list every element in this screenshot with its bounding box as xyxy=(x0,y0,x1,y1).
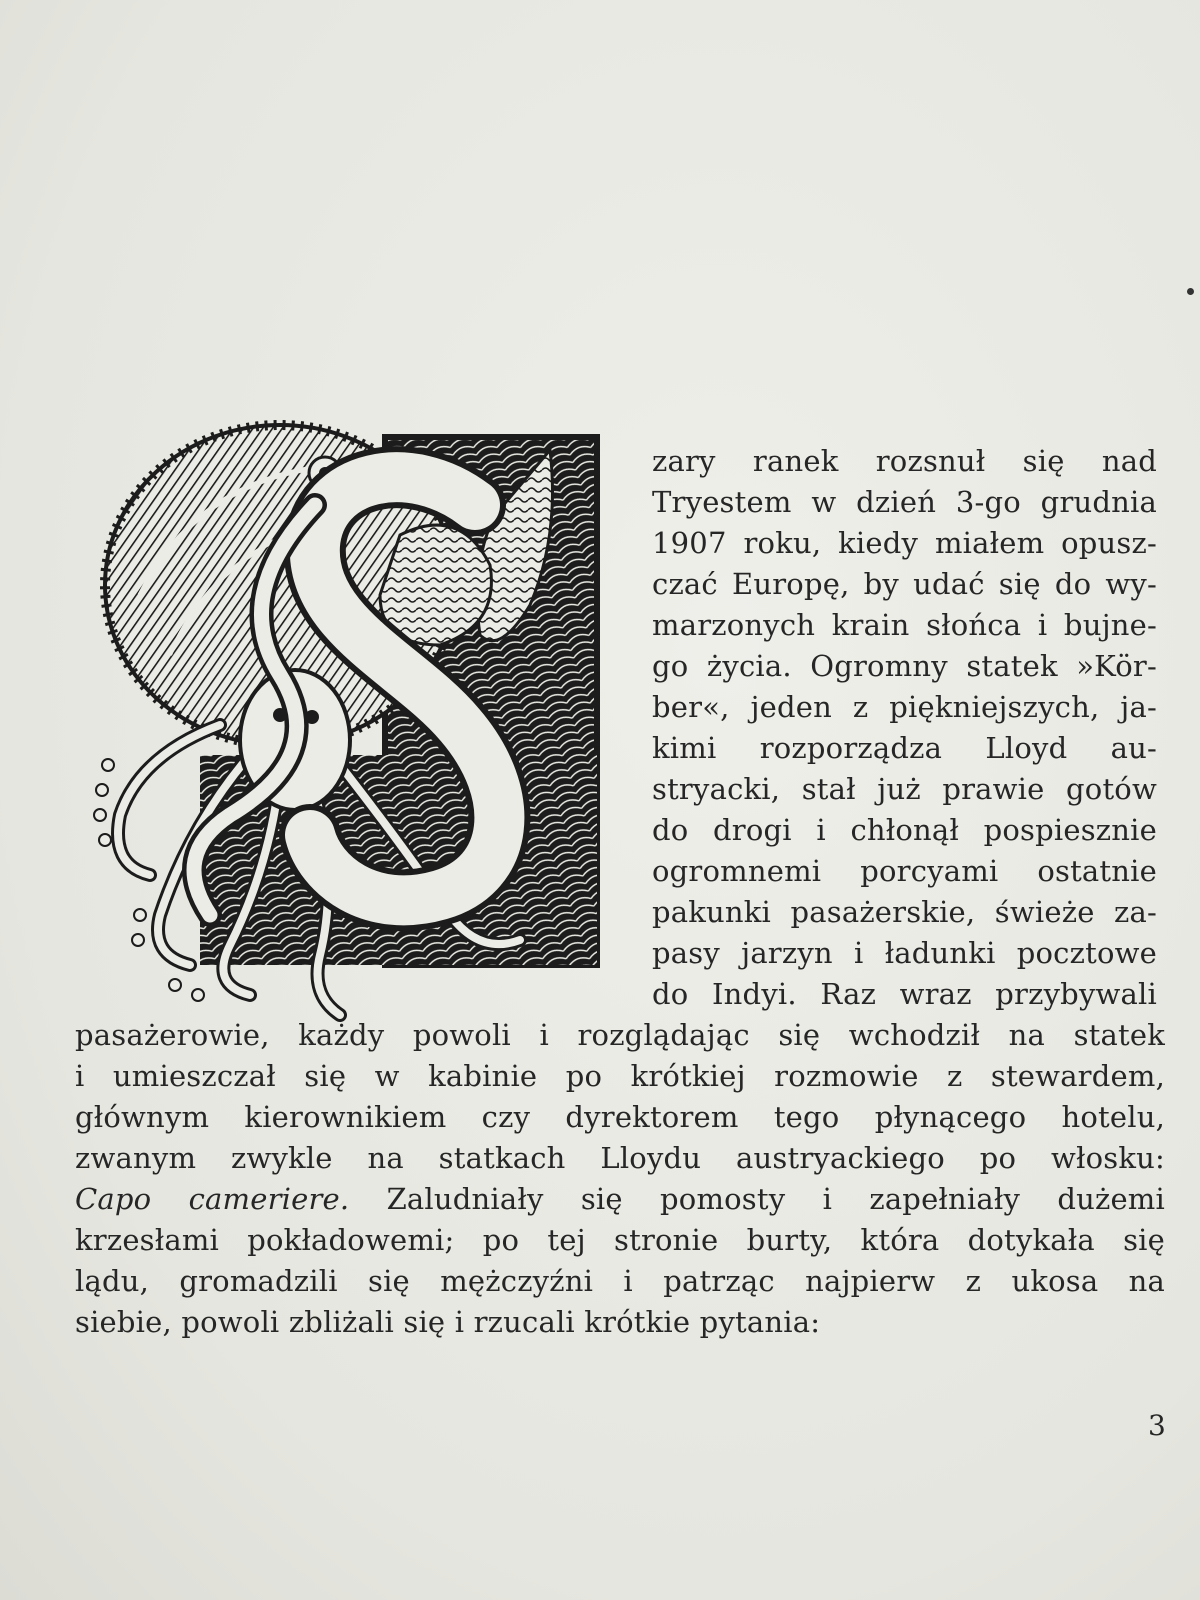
text-line-19 xyxy=(75,1178,1165,1220)
text-line-14: do Indyi. Raz wraz przybywali xyxy=(652,977,1157,1011)
italic-line-rest: Zaludniały się pomosty i zapełniały dużemi xyxy=(349,1182,1165,1216)
text-line-20: krzesłami pokładowemi; po tej stronie burty, która dotykała się xyxy=(75,1223,1165,1257)
text-line-9: stryacki, stał już prawie gotów xyxy=(652,772,1157,806)
text-line-7: ber«, jeden z piękniejszych, ja- xyxy=(652,690,1157,724)
text-line-3: 1907 roku, kiedy miałem opusz- xyxy=(652,526,1157,560)
text-line-16: i umieszczał się w kabinie po krótkiej rozmowie z stewardem, xyxy=(75,1059,1165,1093)
ink-speck xyxy=(1187,288,1194,295)
text-line-6: go życia. Ogromny statek »Kör- xyxy=(652,649,1157,683)
decorated-initial-s-octopus-icon xyxy=(80,395,615,1035)
text-line-10: do drogi i chłonął pospiesznie xyxy=(652,813,1157,847)
text-line-1: zary ranek rozsnuł się nad xyxy=(652,444,1157,478)
text-line-15: pasażerowie, każdy powoli i rozglądając się wchodził na statek xyxy=(75,1018,1165,1052)
text-line-17: głównym kierownikiem czy dyrektorem tego płynącego hotelu, xyxy=(75,1100,1165,1134)
italic-phrase: Capo cameriere. xyxy=(75,1182,350,1216)
text-line-8: kimi rozporządza Lloyd au- xyxy=(652,731,1157,765)
page-number: 3 xyxy=(1148,1409,1166,1442)
text-line-18: zwanym zwykle na statkach Lloydu austryackiego po włosku: xyxy=(75,1141,1165,1175)
text-line-4: czać Europę, by udać się do wy- xyxy=(652,567,1157,601)
text-line-12: pakunki pasażerskie, świeże za- xyxy=(652,895,1157,929)
text-line-21: lądu, gromadzili się mężczyźni i patrząc najpierw z ukosa na xyxy=(75,1264,1165,1298)
text-line-22: siebie, powoli zbliżali się i rzucali krótkie pytania: xyxy=(75,1305,821,1339)
text-line-5: marzonych krain słońca i bujne- xyxy=(652,608,1157,642)
text-line-13: pasy jarzyn i ładunki pocztowe xyxy=(652,936,1157,970)
text-line-2: Tryestem w dzień 3-go grudnia xyxy=(652,485,1157,519)
text-line-11: ogromnemi porcyami ostatnie xyxy=(652,854,1157,888)
